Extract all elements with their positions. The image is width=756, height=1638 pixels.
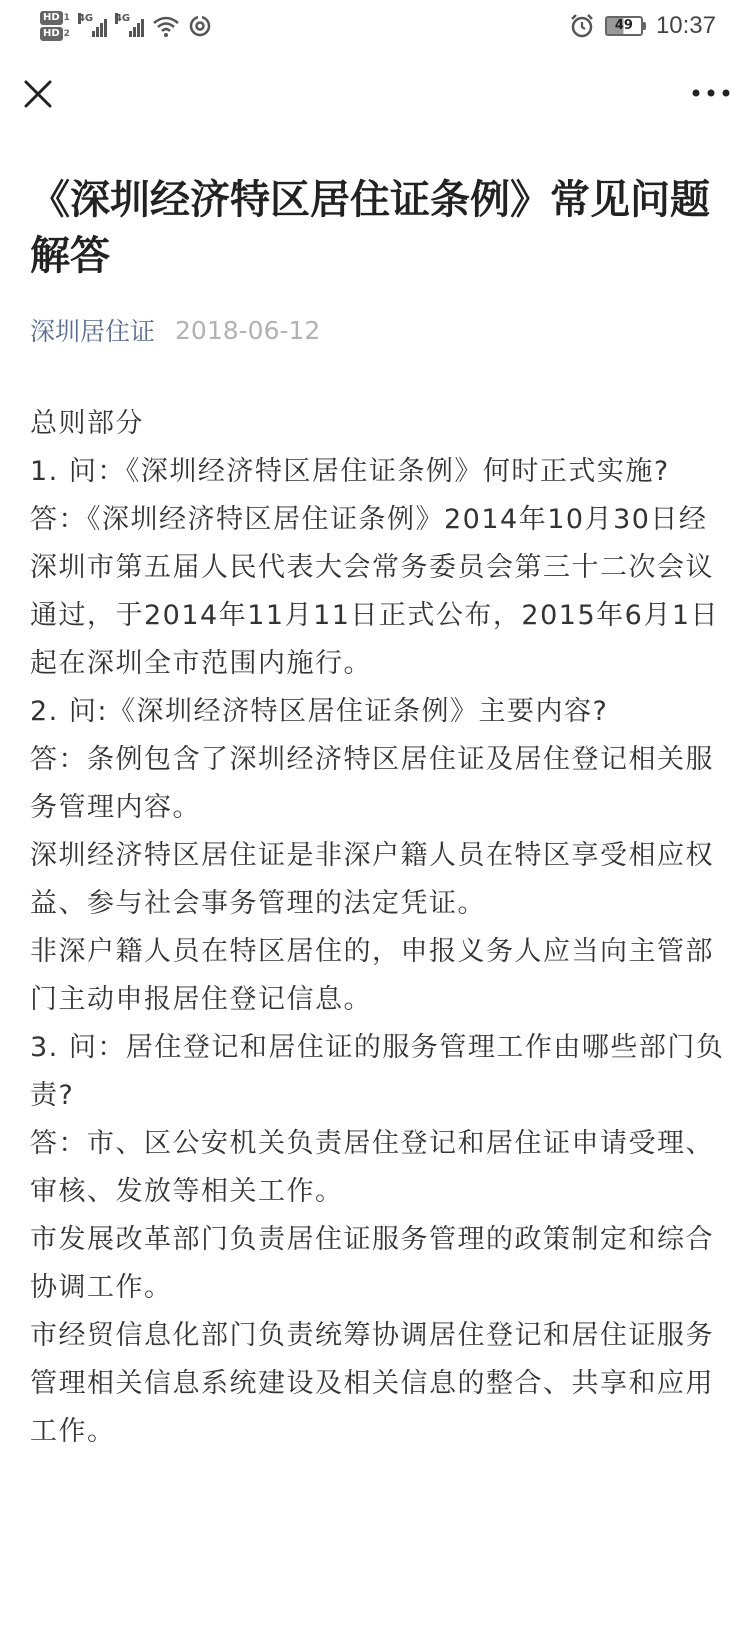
signal-strength-icon-2 — [115, 15, 144, 37]
article-body — [30, 400, 730, 1456]
publish-date: 2018-06-12 — [175, 315, 321, 345]
article-title: 《深圳经济特区居住证条例》常见问题解答 — [30, 177, 710, 279]
signal-strength-icon — [78, 15, 107, 37]
battery-icon — [605, 16, 646, 36]
paragraph: 非深户籍人员在特区居住的，申报义务人应当向主管部门主动申报居住登记信息。 — [30, 936, 714, 1015]
paragraph: 答：市、区公安机关负责居住登记和居住证申请受理、审核、发放等相关工作。 — [30, 1128, 714, 1207]
paragraph: 2. 问:《深圳经济特区居住证条例》主要内容? — [30, 696, 609, 727]
account-name-link[interactable]: 深圳居住证 — [30, 317, 156, 346]
paragraph: 深圳经济特区居住证是非深户籍人员在特区享受相应权益、参与社会事务管理的法定凭证。 — [30, 840, 714, 919]
hd-indicators — [40, 11, 70, 41]
paragraph: 市发展改革部门负责居住证服务管理的政策制定和综合协调工作。 — [30, 1224, 714, 1303]
more-button[interactable] — [686, 78, 736, 108]
hotspot-icon — [188, 14, 212, 38]
paragraph: 1. 问：《深圳经济特区居住证条例》何时正式实施? — [30, 456, 670, 487]
paragraph: 3. 问：居住登记和居住证的服务管理工作由哪些部门负责? — [30, 1032, 725, 1111]
wifi-icon — [152, 14, 180, 38]
paragraph: 市经贸信息化部门负责统筹协调居住登记和居住证服务管理相关信息系统建设及相关信息的整合、共享和应用工作。 — [30, 1320, 714, 1447]
paragraph: 答：条例包含了深圳经济特区居住证及居住登记相关服务管理内容。 — [30, 744, 714, 823]
hd2-indicator: HD 2 — [40, 27, 70, 41]
article-meta — [30, 310, 730, 350]
paragraph: 答：《深圳经济特区居住证条例》2014年10月30日经深圳市第五届人民代表大会常务委员会第三十二次会议通过，于2014年11月11日正式公布，2015年6月1日起在深圳全市范围内施行。 — [30, 504, 719, 679]
status-left-group — [40, 6, 212, 46]
more-icon — [686, 78, 736, 108]
status-bar — [0, 0, 756, 52]
close-icon — [18, 74, 58, 114]
hd1-indicator: HD 1 — [40, 11, 70, 25]
alarm-icon — [569, 13, 595, 39]
status-right-group — [569, 10, 716, 42]
close-button[interactable] — [18, 74, 58, 114]
paragraph: 总则部分 — [30, 408, 144, 439]
nav-bar — [0, 52, 756, 140]
clock: 10:37 — [655, 12, 716, 39]
network-type-label-2: 4G — [114, 13, 131, 24]
battery-level: 49 — [605, 16, 643, 36]
network-type-label: 4G — [77, 13, 94, 24]
